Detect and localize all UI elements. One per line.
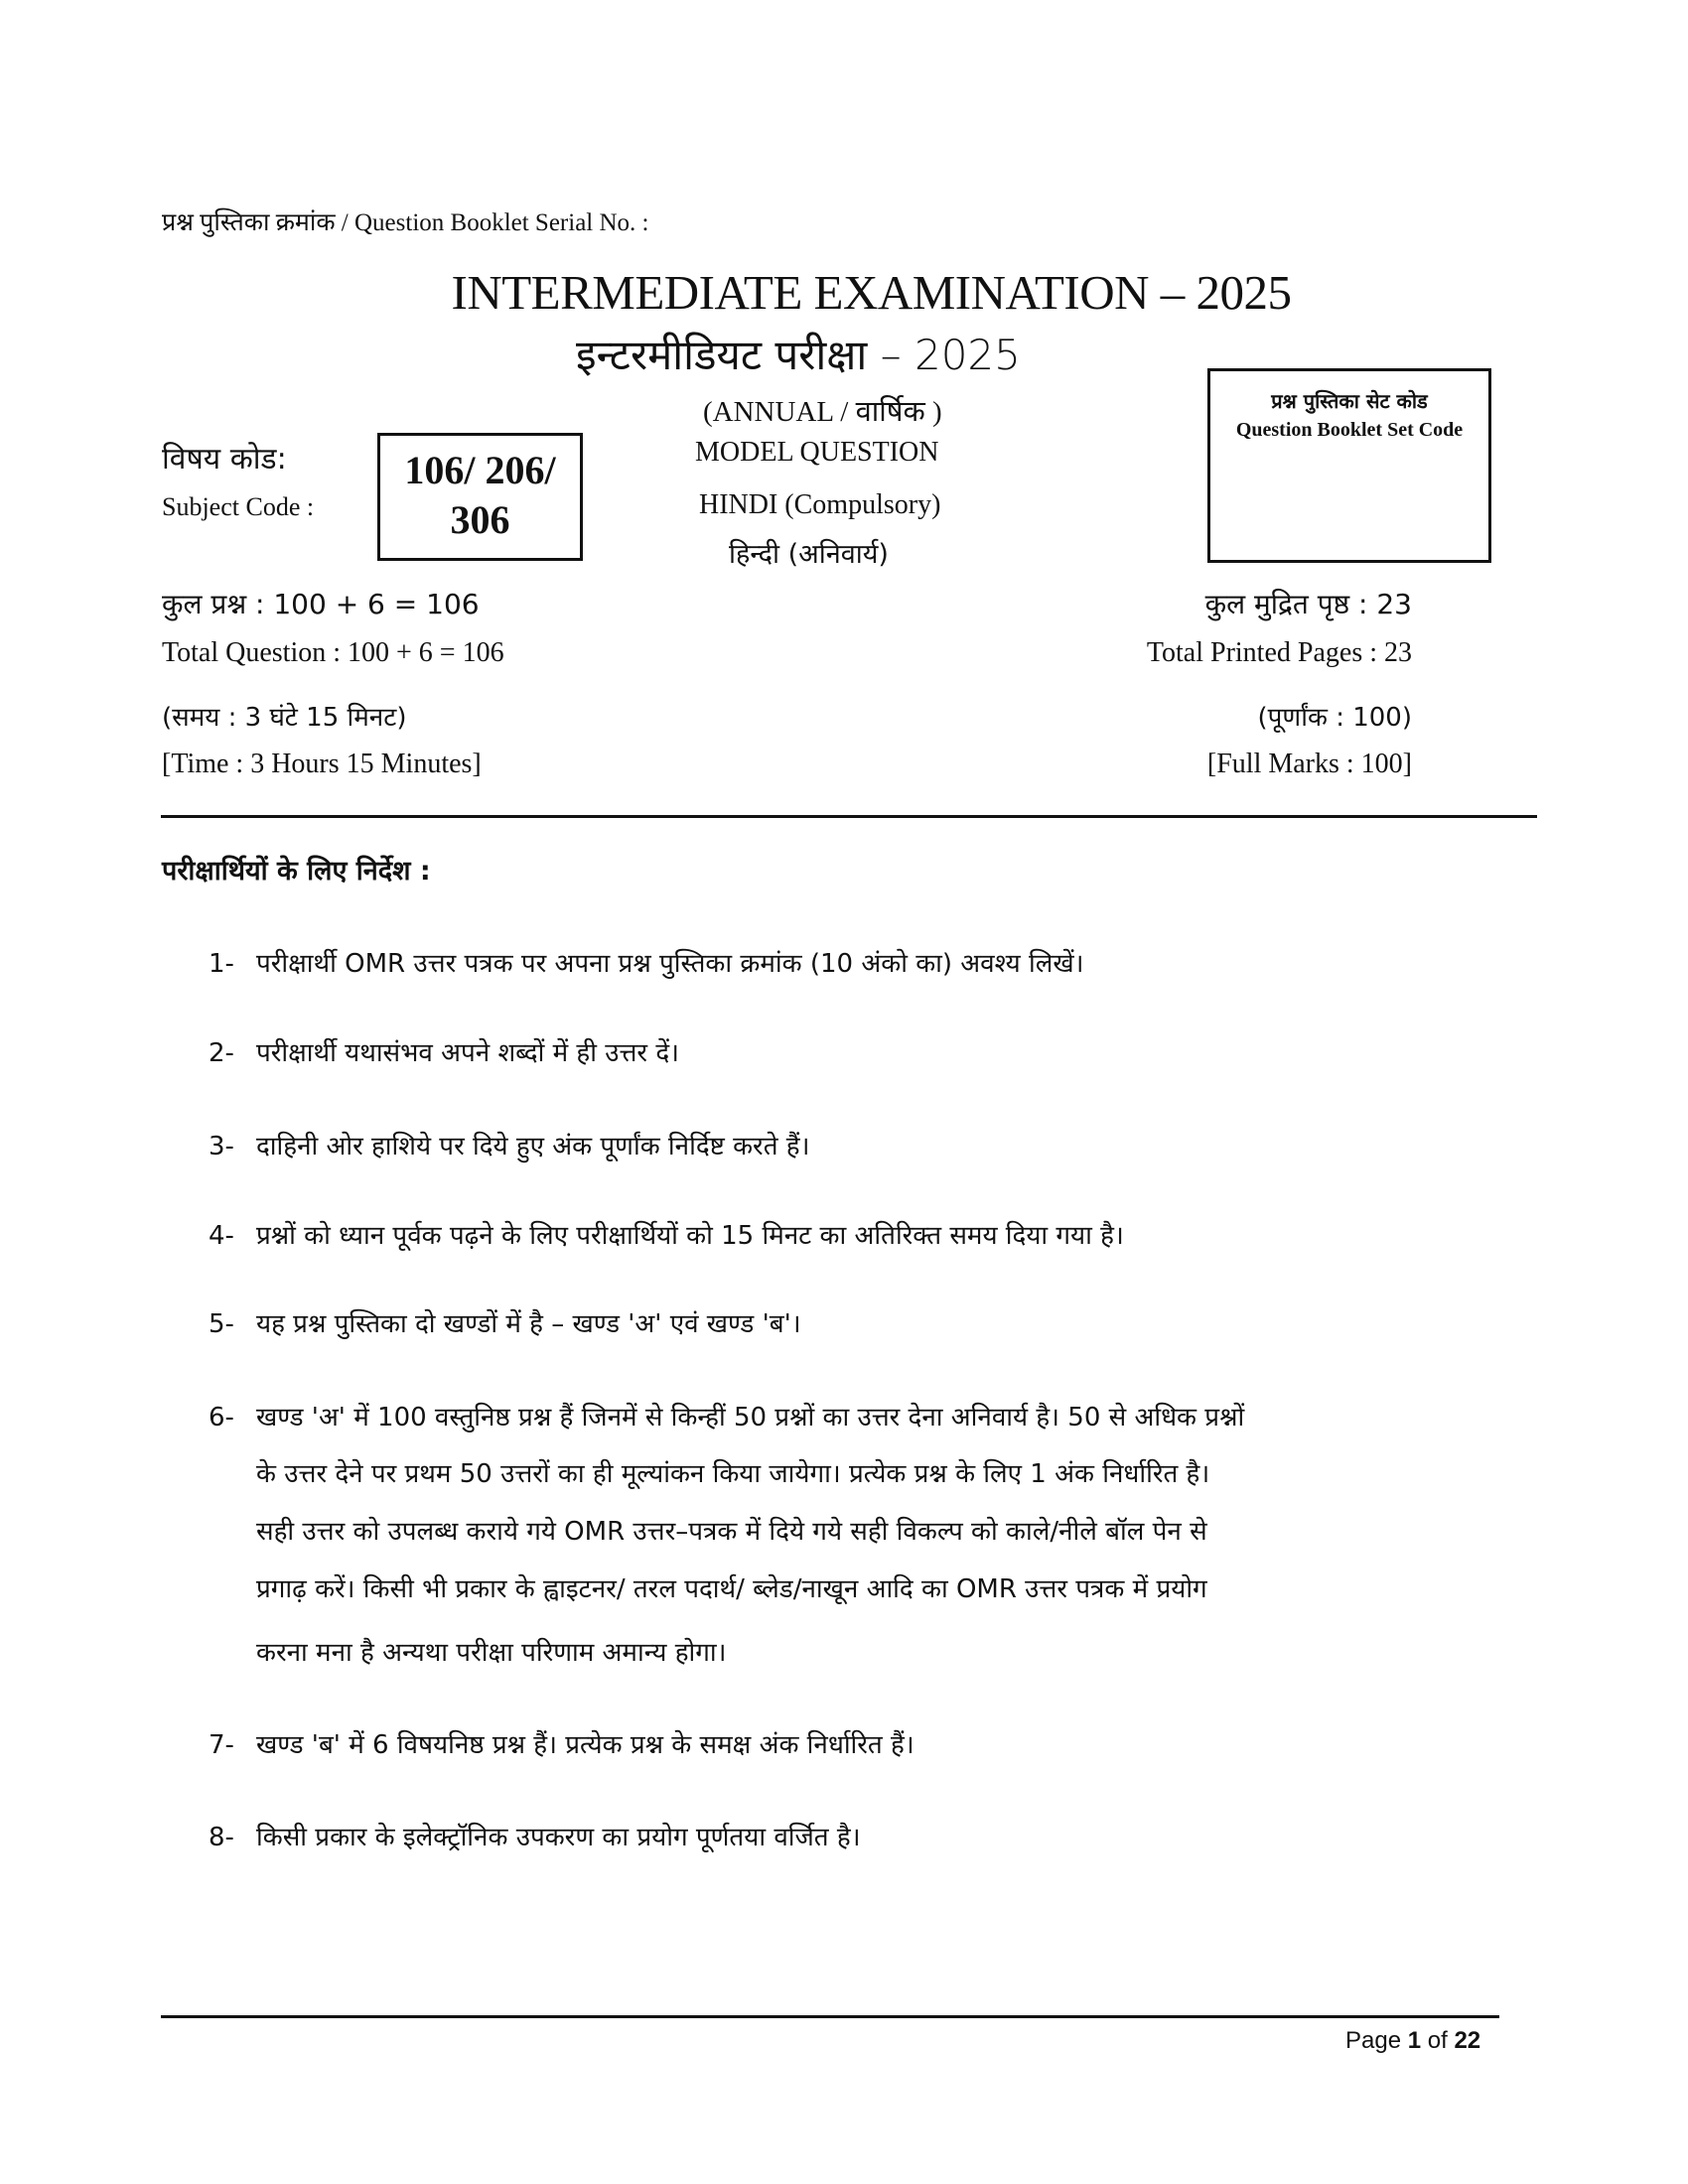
instruction-number: 3- bbox=[209, 1132, 234, 1161]
instruction-text: खण्ड 'ब' में 6 विषयनिष्ठ प्रश्न हैं। प्रत्येक प्रश्न के समक्ष अंक निर्धारित हैं। bbox=[256, 1730, 914, 1760]
exam-title-en: INTERMEDIATE EXAMINATION – 2025 bbox=[451, 265, 1292, 320]
instruction-item-2 bbox=[209, 1033, 679, 1069]
instruction-text: परीक्षार्थी OMR उत्तर पत्रक पर अपना प्रश्न पुस्तिका क्रमांक (10 अंको का) अवश्य लिखें। bbox=[256, 949, 1084, 979]
instruction-text: यह प्रश्न पुस्तिका दो खण्डों में है – खण्ड 'अ' एवं खण्ड 'ब'। bbox=[256, 1309, 801, 1339]
of-word: of bbox=[1427, 2027, 1448, 2054]
instruction-number: 4- bbox=[209, 1221, 234, 1251]
instruction-text: दाहिनी ओर हाशिये पर दिये हुए अंक पूर्णांक निर्दिष्ट करते हैं। bbox=[256, 1132, 810, 1161]
full-marks-en: [Full Marks : 100] bbox=[1206, 749, 1412, 779]
instruction-item-6 bbox=[209, 1398, 1244, 1433]
footer-divider bbox=[161, 2015, 1499, 2018]
instruction-6-line-2: के उत्तर देने पर प्रथम 50 उत्तरों का ही मूल्यांकन किया जायेगा। प्रत्येक प्रश्न के लिए 1 अंक निर्धारित है। bbox=[256, 1459, 1210, 1489]
instruction-item-1 bbox=[209, 944, 1084, 980]
set-code-box bbox=[1207, 368, 1491, 563]
printed-pages-en: Total Printed Pages : 23 bbox=[1146, 637, 1412, 668]
subject-code-label-hi: विषय कोड: bbox=[162, 442, 287, 477]
subject-code-label-en: Subject Code : bbox=[162, 492, 315, 521]
instruction-6-line-4: प्रगाढ़ करें। किसी भी प्रकार के ह्वाइटनर/ तरल पदार्थ/ ब्लेड/नाखून आदि का OMR उत्तर पत्रक में प्रयोग bbox=[256, 1574, 1207, 1604]
time-en: [Time : 3 Hours 15 Minutes] bbox=[162, 749, 482, 779]
exam-type: (ANNUAL / वार्षिक ) bbox=[703, 396, 942, 428]
header-divider bbox=[161, 815, 1537, 818]
set-code-label-hi: प्रश्न पुस्तिका सेट कोड bbox=[1271, 389, 1428, 413]
instruction-number: 5- bbox=[209, 1309, 234, 1339]
full-marks-hi: (पूर्णांक : 100) bbox=[1257, 703, 1412, 733]
model-question-label: MODEL QUESTION bbox=[695, 437, 939, 468]
instruction-item-4 bbox=[209, 1216, 1124, 1252]
time-hi: (समय : 3 घंटे 15 मिनट) bbox=[162, 703, 407, 733]
set-code-label-en: Question Booklet Set Code bbox=[1235, 419, 1464, 441]
instruction-item-7 bbox=[209, 1725, 914, 1761]
instruction-text: परीक्षार्थी यथासंभव अपने शब्दों में ही उत्तर दें। bbox=[256, 1038, 679, 1068]
instruction-item-8 bbox=[209, 1818, 861, 1853]
exam-title-hi: इन्टरमीडियट परीक्षा – 2025 bbox=[576, 331, 1021, 379]
page-current: 1 bbox=[1407, 2027, 1422, 2054]
instruction-number: 2- bbox=[209, 1038, 234, 1068]
instruction-6-line-5: करना मना है अन्यथा परीक्षा परिणाम अमान्य होगा। bbox=[256, 1638, 727, 1668]
instruction-item-3 bbox=[209, 1127, 809, 1162]
instruction-text: खण्ड 'अ' में 100 वस्तुनिष्ठ प्रश्न हैं जिनमें से किन्हीं 50 प्रश्नों का उत्तर देना अनिवार्य है। 50 से अधिक प्रश्नों bbox=[256, 1403, 1245, 1433]
instruction-number: 6- bbox=[209, 1403, 234, 1433]
instruction-text: प्रश्नों को ध्यान पूर्वक पढ़ने के लिए परीक्षार्थियों को 15 मिनट का अतिरिक्त समय दिया गया है। bbox=[256, 1221, 1124, 1251]
subject-code-box bbox=[377, 433, 583, 561]
total-questions-en: Total Question : 100 + 6 = 106 bbox=[162, 637, 504, 668]
subject-name-en: HINDI (Compulsory) bbox=[699, 489, 941, 520]
instruction-number: 7- bbox=[209, 1730, 234, 1760]
instruction-item-5 bbox=[209, 1304, 801, 1340]
subject-code-line-2: 306 bbox=[450, 497, 510, 542]
instructions-heading: परीक्षार्थियों के लिए निर्देश : bbox=[162, 856, 431, 887]
printed-pages-hi: कुल मुद्रित पृष्ठ : 23 bbox=[1204, 588, 1412, 620]
instruction-text: किसी प्रकार के इलेक्ट्रॉनिक उपकरण का प्रयोग पूर्णतया वर्जित है। bbox=[256, 1823, 861, 1852]
page-number bbox=[1345, 2027, 1480, 2055]
page-total: 22 bbox=[1454, 2027, 1481, 2054]
booklet-serial-label: प्रश्न पुस्तिका क्रमांक / Question Booklet Serial No. : bbox=[162, 209, 649, 236]
instruction-number: 8- bbox=[209, 1823, 234, 1852]
instruction-number: 1- bbox=[209, 949, 234, 979]
subject-code-line-1: 106/ 206/ bbox=[404, 448, 556, 492]
total-questions-hi: कुल प्रश्न : 100 + 6 = 106 bbox=[162, 588, 480, 620]
instruction-6-line-3: सही उत्तर को उपलब्ध कराये गये OMR उत्तर–पत्रक में दिये गये सही विकल्प को काले/नीले बॉल पेन से bbox=[256, 1517, 1207, 1547]
page-word: Page bbox=[1345, 2027, 1402, 2054]
subject-name-hi: हिन्दी (अनिवार्य) bbox=[729, 539, 889, 570]
